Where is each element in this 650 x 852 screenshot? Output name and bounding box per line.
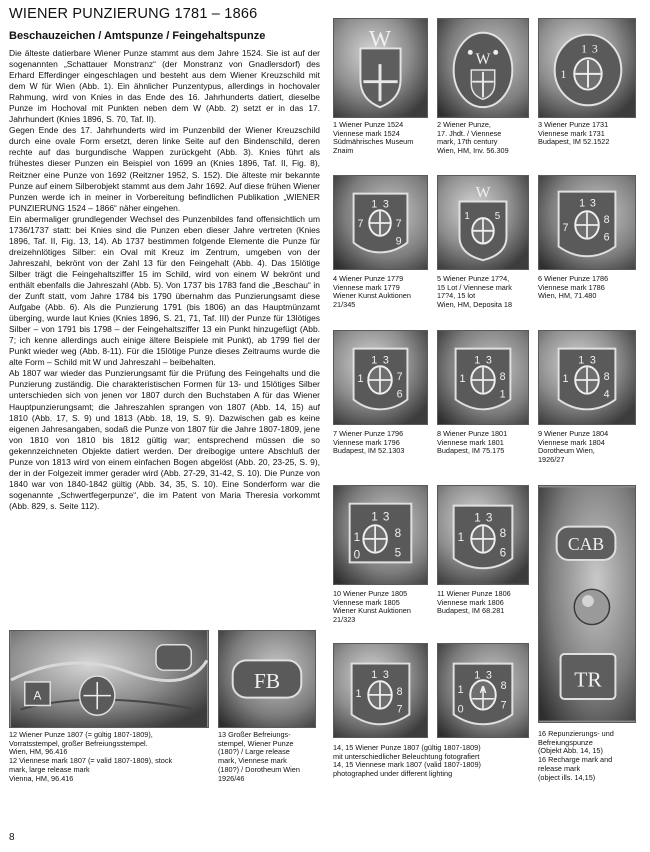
mark-digit: 6 [396, 388, 403, 401]
page-subtitle: Beschauzeichen / Amtspunze / Feingehaltspunze [9, 30, 266, 42]
mark-digit: 3 [382, 198, 389, 211]
mark-digit: 7 [562, 221, 569, 234]
mark-digit: 8 [499, 370, 506, 383]
mark-digit: 1 [578, 354, 585, 367]
caption-7: 7 Wiener Punze 1796 Viennese mark 1796 Budapest, IM 52.1303 [333, 429, 405, 456]
mark-letters: TR [574, 667, 602, 692]
mark-digit: 1 [459, 372, 466, 385]
mark-letter: W [475, 51, 491, 69]
mark-letter: A [479, 684, 487, 696]
paragraph: Gegen Ende des 17. Jahrhunderts wird im Punzenbild der Wiener Kreuzschild durch eine ovale Form ersetzt, deren linke Seite auf den Bindenschild, deren rechte auf das burgundische Wappen zurückgeht (Abb. 3). Knies führt als frühestes dieser Punzen ein Beispiel von 1699 an (Knies 1896, Taf. II, Fig. 8), Reitzner eine Punze von 1692 (Reitzner 1952, S. 152). Die älteste mir bekannte Punze auf einem Silberobjekt stammt aus dem Jahr 1692. Auf diese frühen Wiener Punzen werde ich in meiner in Vorbereitung befindlichen Publikation „WIENER PUNZIERUNG 1524 – 1866“ näher eingehen. [9, 125, 320, 213]
mark-digit: 3 [589, 354, 596, 367]
caption-4: 4 Wiener Punze 1779 Viennese mark 1779 Wiener Kunst Auktionen 21/345 [333, 274, 411, 310]
mark-photo-7 [333, 330, 428, 425]
mark-photo-11 [437, 485, 529, 585]
mark-digit: 0 [353, 548, 361, 562]
mark-digit: 6 [603, 231, 610, 244]
mark-digit: 1 [371, 198, 378, 211]
mark-digit: 4 [603, 388, 610, 401]
mark-digit: 5 [394, 546, 402, 560]
mark-digit: 3 [485, 669, 492, 682]
page-number: 8 [9, 832, 15, 843]
caption-16: 16 Repunzierungs- und Befreiungspunze (Objekt Abb. 14, 15) 16 Recharge mark and release mark (object ills. 14,15) [538, 729, 614, 782]
mark-digit: 1 [464, 211, 470, 223]
mark-digit: 1 [371, 354, 378, 367]
mark-digit: 8 [396, 685, 403, 698]
caption-2: 2 Wiener Punze, 17. Jhdt. / Viennese mark, 17th century Wien, HM, Inv. 56.309 [437, 120, 509, 156]
mark-digit: 7 [357, 217, 364, 230]
mark-digit: 1 [371, 669, 378, 682]
caption-8: 8 Wiener Punze 1801 Viennese mark 1801 Budapest, IM 75.175 [437, 429, 508, 456]
caption-6: 6 Wiener Punze 1786 Viennese mark 1786 Wien, HM, 71.480 [538, 274, 609, 301]
mark-photo-10 [333, 485, 428, 585]
mark-letter: W [368, 26, 392, 53]
mark-digit: 8 [603, 370, 610, 383]
caption-3: 3 Wiener Punze 1731 Viennese mark 1731 Budapest, IM 52.1522 [538, 120, 610, 147]
mark-digit: 7 [500, 699, 507, 712]
mark-digit: 3 [382, 354, 389, 367]
mark-photo-3 [538, 18, 636, 118]
body-text [9, 48, 320, 512]
mark-digit: 1 [355, 687, 362, 700]
mark-digit: 7 [396, 703, 403, 716]
mark-photo-1 [333, 18, 428, 118]
mark-digit: 1 [499, 388, 506, 401]
mark-digit: 0 [457, 703, 464, 716]
caption-5: 5 Wiener Punze 17?4, 15 Lot / Viennese mark 17?4, 15 lot Wien, HM, Deposita 18 [437, 274, 513, 310]
mark-digit: 1 [562, 372, 569, 385]
mark-photo-2 [437, 18, 529, 118]
mark-digit: 3 [382, 510, 390, 524]
paragraph: Ab 1807 war wieder das Punzierungsamt für die Prüfung des Feingehalts und die Punzierung zuständig. Die charakteristischen Formen für 13- und 15lötiges Silber unterschieden sich von jenen vor 1807 durch den Buchstaben A für das Wiener Hauptpunzierungsamt; die Jahreszahlen sprangen von 1807 (Abb. 14, 15) auf 1810 (Abb. 17, S. 9) und 1813 (Abb. 18, 19, S. 9). Dazwischen gab es keine eigenen Jahresangaben, sodaß die Punze von 1807 für die Jahre 1807-1809, jene von 1810 von 1810 bis 1812 gültig war; entsprechend müssen die so gekennzeichneten Objekte datiert werden. Der dreibogige untere Abschluß der Punze von 1813 wird von einem einfachen Bogen abgelöst (Abb. 20, 23-25, S. 9), der in der Folgezeit immer gerader wird (Abb. 27-29, 31-42, S. 10). Die Punze von 1840 war von 1840-1842 gültig (Abb. 34, 35, S. 10). Eine Sonderform war die sogenannte „Schwertfegerpunze“, die im Patent von Maria Theresia vorkommt (Abb. 829, s. Seite 112). [9, 368, 320, 511]
mark-photo-4 [333, 175, 428, 270]
paragraph: Ein abermaliger grundlegender Wechsel des Punzenbildes fand offensichtlich um 1736/1737 statt: bei Knies sind die Punzen eben dieser Jahre vertreten (Knies 1896, Taf. II, Fig. 13, 14). Ab 1737 bestimmen folgende Elemente die Punze für dreizehnlötiges Silber: ein Oval mit Kreuz im Zentrum, umgeben von der Jahreszahl, bekrönt von der Zahl 13 für den Feingehalt (Abb. 4). Das 15lötige Silber trägt die Feingehaltsziffer 15 im Schild, wird von einem W bekrönt und enthält ebenfalls die Jahreszahl (Abb. 5). Von 1737 bis 1783 fand die „Beschau“ in der Zunft statt, vom Jahre 1784 bis 1790 übernahm das Punzierungsamt diese Aufgabe (Abb. 6). Als die Punzierung 1791 (bis 1806) an das Hauptmünzamt überging, wurde laut Knies (Knies 1896, S. 21, 71, Taf. III) der Punze für 13lötiges Silber – von 1791 bis 1798 – der Feingehaltsziffer 13 ein Punkt hinzugefügt (Abb. 7; ich kenne allerdings auch einige ältere Beispiele mit Punkt), ab 1799 fiel der Punkt wieder weg (Abb. 8-11). Für die 15lötige Punze dieses Zeitraums wurde die alte Form – Schild mit W und Jahreszahl – beibehalten. [9, 213, 320, 368]
mark-digit: 3 [382, 669, 389, 682]
mark-photo-8 [437, 330, 529, 425]
mark-digit: 1 [353, 530, 361, 544]
caption-9: 9 Wiener Punze 1804 Viennese mark 1804 Dorotheum Wien, 1926/27 [538, 429, 609, 465]
caption-10: 10 Wiener Punze 1805 Viennese mark 1805 Wiener Kunst Auktionen 21/323 [333, 589, 411, 625]
mark-digit: 8 [500, 680, 507, 693]
mark-digit: 1 [579, 197, 586, 210]
mark-letter: A [33, 689, 42, 703]
mark-photo-13 [218, 630, 316, 728]
mark-digit: 1 [357, 372, 364, 385]
mark-photo-5 [437, 175, 529, 270]
mark-photo-16 [538, 485, 636, 723]
paragraph: Die älteste datierbare Wiener Punze stammt aus dem Jahre 1524. Sie ist auf der sogenannten „Schattauer Monstranz“ (der Monstranz von Gnadlersdorf) des Erhard Efferdinger eingeschlagen und besteht aus dem Wiener Kreuzschild mit dem W für Wien (Abb. 1). Ein ähnlicher Punzentypus, allerdings in hochovaler Rahmung, wird von Knies in das Ende des 16. Jahrhunderts datiert, dieselbe Punze im Hochoval mit Punkten neben dem W (Abb. 2) setzt er in das 17. Jahrhundert (Knies 1896, S. 70, Taf. II). [9, 48, 320, 125]
mark-digit: 1 [474, 511, 481, 525]
mark-letters: FB [253, 668, 281, 693]
mark-photo-12 [9, 630, 209, 728]
mark-photo-15 [437, 643, 529, 738]
mark-digit: 3 [591, 42, 598, 56]
mark-digit: 8 [394, 526, 402, 540]
mark-digit: 5 [494, 211, 501, 223]
mark-photo-6 [538, 175, 636, 270]
mark-digit: 3 [589, 197, 596, 210]
mark-digit: 9 [395, 235, 402, 248]
caption-13: 13 Großer Befreiungs- stempel, Wiener Punze (180?) / Large release mark, Viennese mark (180?) / Dorotheum Wien 1926/46 [218, 730, 300, 783]
mark-digit: 1 [371, 510, 378, 524]
mark-letters: CAB [567, 534, 605, 555]
mark-digit: 1 [581, 42, 587, 56]
mark-digit: 1 [474, 669, 481, 682]
mark-digit: 8 [603, 213, 610, 226]
mark-digit: 1 [457, 683, 464, 696]
mark-photo-9 [538, 330, 636, 425]
mark-digit: 8 [499, 526, 507, 540]
caption-11: 11 Wiener Punze 1806 Viennese mark 1806 Budapest, IM 68.281 [437, 589, 511, 616]
caption-1: 1 Wiener Punze 1524 Viennese mark 1524 Südmährisches Museum Znaim [333, 120, 414, 156]
mark-photo-14 [333, 643, 428, 738]
caption-12: 12 Wiener Punze 1807 (= gültig 1807-1809), Vorratsstempel, großer Befreiungsstempel. Wien, HM, 96.416 12 Viennese mark 1807 (= valid 1807-1809), stock mark, large release mark Vienna, HM, 96.416 [9, 730, 173, 783]
mark-digit: 3 [485, 511, 493, 525]
caption-14-15: 14, 15 Wiener Punze 1807 (gültig 1807-1809) mit unterschiedlicher Beleuchtung fotografiert 14, 15 Viennese mark 1807 (valid 1807-1809) photographed under different lighting [333, 743, 481, 779]
mark-digit: 1 [457, 530, 465, 544]
mark-digit: 7 [396, 370, 403, 383]
mark-digit: 1 [560, 67, 567, 81]
mark-digit: 7 [395, 217, 402, 230]
mark-digit: 3 [485, 354, 492, 367]
page-title: WIENER PUNZIERUNG 1781 – 1866 [9, 6, 258, 22]
mark-digit: 1 [474, 354, 481, 367]
mark-digit: 6 [499, 546, 507, 560]
mark-letter: W [475, 184, 491, 202]
